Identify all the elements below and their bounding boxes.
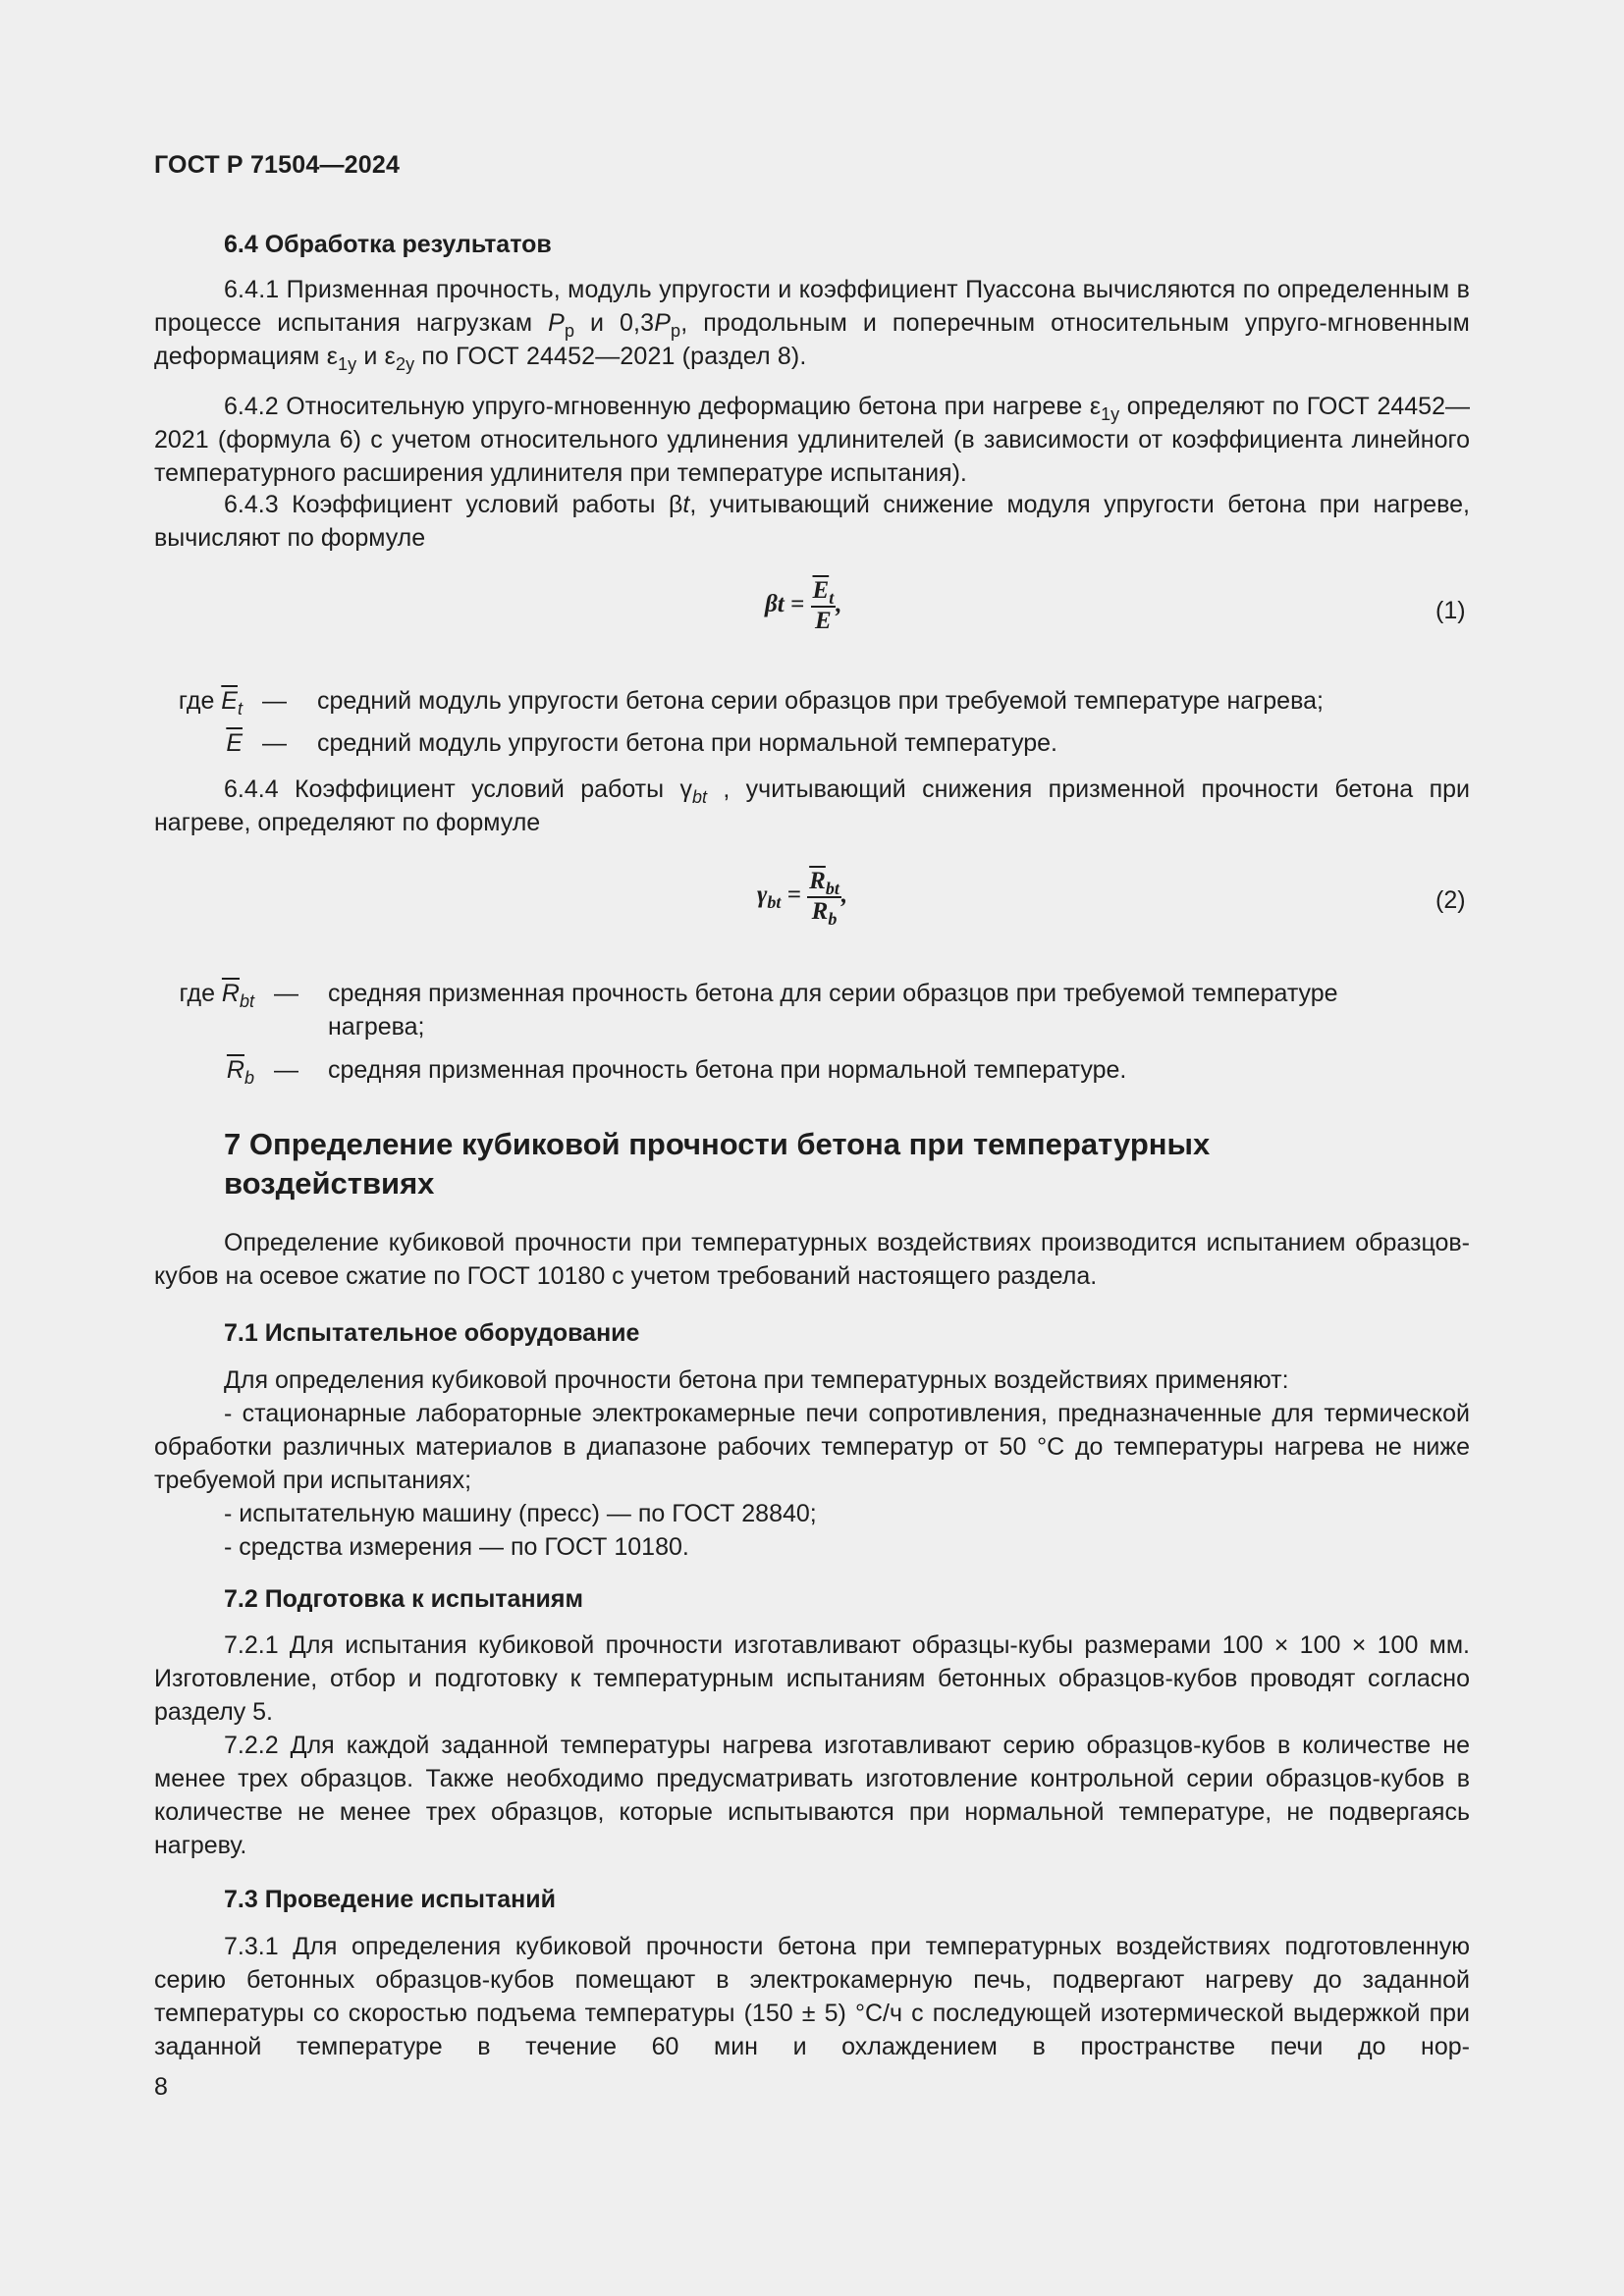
- section-7-3-title: 7.3 Проведение испытаний: [224, 1886, 556, 1913]
- formula-2: $\gamma_{bt}$ = $\frac{\overline{R}_{bt}}{\overline{R}_b}$ ,: [757, 868, 848, 929]
- section-7-2-body: [154, 1629, 1470, 1862]
- formula-2-number: (2): [1435, 886, 1466, 914]
- document-header: ГОСТ Р 71504—2024: [154, 151, 401, 179]
- paragraph-6-4-2: 6.4.2 Относительную упруго-мгновенную деформацию бетона при нагреве $\varepsilon_{1y}$ определяют по ГОСТ 24452—2021 (формула 6) с учетом относительного удлинения удлинителей (в зависимости от коэффициента линейного температурного расширения удлинителя при температуре испытания).: [154, 393, 1470, 487]
- list-item: - испытательную машину (пресс) — по ГОСТ 28840;: [224, 1500, 817, 1527]
- section-7-1-title: 7.1 Испытательное оборудование: [224, 1319, 640, 1347]
- formula-1-number: (1): [1435, 597, 1466, 624]
- section-7-title: 7 Определение кубиковой прочности бетона при температурных воздействиях: [224, 1127, 1211, 1201]
- document-page: [154, 0, 1470, 2296]
- definition-row: где $\overline{E}_t$ — средний модуль упругости бетона серии образцов при требуемой температуре нагрева;: [178, 687, 1324, 719]
- paragraph-7-2-1: 7.2.1 Для испытания кубиковой прочности изготавливают образцы-кубы размерами 100 × 100 × 100 мм. Изготовление, отбор и подготовку к температурным испытаниям бетонных образцов-кубов проводят согласно разделу 5.: [154, 1631, 1470, 1726]
- paragraph-6-4-1: 6.4.1 Призменная прочность, модуль упругости и коэффициент Пуассона вычисляются по определенным в процессе испытания нагрузкам $P_p$ и $0,3P_p$, продольным и поперечным относительным упруго-мгновенным деформациям $\varepsilon_{1y}$ и $\varepsilon_{2y}$ по ГОСТ 24452—2021 (раздел 8).: [154, 276, 1470, 374]
- paragraph-7-2-2: 7.2.2 Для каждой заданной температуры нагрева изготавливают серию образцов-кубов в количестве не менее трех образцов. Также необходимо предусматривать изготовление контрольной серии образцов-кубов в количестве не менее трех образцов, которые испытываются при нормальной температуре, не подвергаясь нагреву.: [154, 1732, 1470, 1859]
- definition-row: $\overline{E}$ — средний модуль упругости бетона при нормальной температуре.: [226, 729, 1057, 757]
- definition-row: $\overline{R}_b$ — средняя призменная прочность бетона при нормальной температуре.: [226, 1056, 1127, 1088]
- section-6-4-title: 6.4 Обработка результатов: [224, 231, 552, 258]
- definition-row: где $\overline{R}_{bt}$ — средняя призменная прочность бетона для серии образцов при требуемой температуре нагрева;: [179, 980, 1338, 1041]
- section-7-2-title: 7.2 Подготовка к испытаниям: [224, 1585, 584, 1613]
- paragraph-6-4-4: 6.4.4 Коэффициент условий работы $\gamma_{bt}$ , учитывающий снижения призменной прочности бетона при нагреве, определяют по формуле: [154, 775, 1470, 836]
- section-7-1-body: Для определения кубиковой прочности бетона при температурных воздействиях применяют: - стационарные лабораторные электрокамерные печи сопротивления, предназначенные для термической обработки различных материалов в диапазоне рабочих температур от 50 °С до температуры нагрева не ниже требуемой при испытаниях; - испытательную машину (пресс) — по ГОСТ 28840; - средства измерения — по ГОСТ 10180.: [154, 1363, 1470, 1564]
- list-item: - стационарные лабораторные электрокамерные печи сопротивления, предназначенные для термической обработки различных материалов в диапазоне рабочих температур от 50 °С до температуры нагрева не ниже требуемой при испытаниях;: [154, 1400, 1470, 1494]
- paragraph-6-4-3: 6.4.3 Коэффициент условий работы βt, учитывающий снижение модуля упругости бетона при нагреве, вычисляют по формуле: [154, 491, 1471, 552]
- section-7-intro: Определение кубиковой прочности при температурных воздействиях производится испытанием образцов-кубов на осевое сжатие по ГОСТ 10180 с учетом требований настоящего раздела.: [154, 1229, 1470, 1290]
- list-item: - средства измерения — по ГОСТ 10180.: [224, 1533, 689, 1561]
- page-number: 8: [154, 2073, 168, 2101]
- formula-1: βt = $\frac{\overline{E}_t}{E}$ ,: [765, 577, 842, 634]
- paragraph-7-3-1: 7.3.1 Для определения кубиковой прочности бетона при температурных воздействиях подготовленную серию бетонных образцов-кубов помещают в электрокамерную печь, подвергают нагреву до заданной температуры со скоростью подъема температуры (150 ± 5) °С/ч с последующей изотермической выдержкой при заданной температуре в течение 60 мин и охлаждением в пространстве печи до нор-: [154, 1933, 1470, 2060]
